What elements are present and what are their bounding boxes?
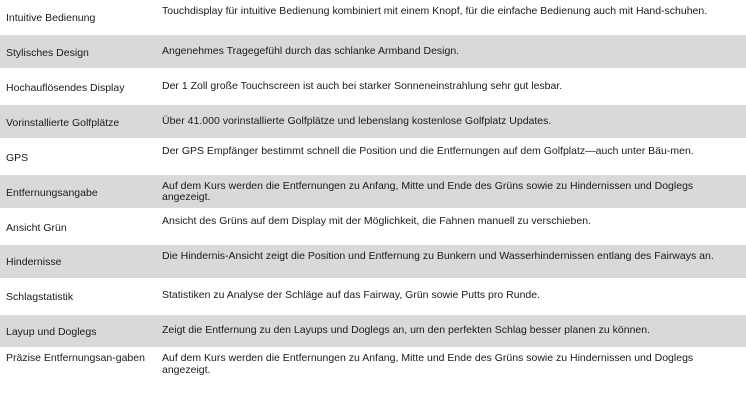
feature-row-ansicht-gruen xyxy=(0,209,746,244)
feature-name: Ansicht Grün xyxy=(0,209,157,244)
feature-name: Intuitive Bedienung xyxy=(0,0,157,34)
feature-row-schlagstatistik xyxy=(0,279,746,314)
feature-name: Layup und Doglegs xyxy=(0,314,157,349)
feature-description: Zeigt die Entfernung zu den Layups und Doglegs an, um den perfekten Schlag besser planen zu können. xyxy=(157,314,746,349)
feature-name: Entfernungsangabe xyxy=(0,174,157,209)
feature-name: Vorinstallierte Golfplätze xyxy=(0,104,157,139)
feature-description: Auf dem Kurs werden die Entfernungen zu Anfang, Mitte und Ende des Grüns sowie zu Hindernissen und Doglegs angezeigt. xyxy=(157,348,746,383)
feature-description: Auf dem Kurs werden die Entfernungen zu Anfang, Mitte und Ende des Grüns sowie zu Hindernissen und Doglegs angezeigt. xyxy=(157,174,746,209)
feature-description: Der 1 Zoll große Touchscreen ist auch bei starker Sonneneinstrahlung sehr gut lesbar. xyxy=(157,69,746,104)
feature-row-hindernisse xyxy=(0,244,746,279)
feature-row-entfernungsangabe xyxy=(0,174,746,209)
feature-row-gps xyxy=(0,139,746,174)
feature-description: Touchdisplay für intuitive Bedienung kombiniert mit einem Knopf, für die einfache Bedienung auch mit Hand-schuhen. xyxy=(157,0,746,34)
feature-row-stylisches-design xyxy=(0,34,746,69)
feature-name: Stylisches Design xyxy=(0,34,157,69)
feature-name: Schlagstatistik xyxy=(0,279,157,314)
feature-description: Über 41.000 vorinstallierte Golfplätze und lebenslang kostenlose Golfplatz Updates. xyxy=(157,104,746,139)
feature-row-praezise-entfernungsangaben xyxy=(0,348,746,383)
feature-description: Statistiken zu Analyse der Schläge auf das Fairway, Grün sowie Putts pro Runde. xyxy=(157,279,746,314)
feature-name: Hochauflösendes Display xyxy=(0,69,157,104)
feature-row-vorinstallierte-golfplaetze xyxy=(0,104,746,139)
feature-name: Hindernisse xyxy=(0,244,157,279)
feature-row-layup-und-doglegs xyxy=(0,314,746,349)
feature-name: Präzise Entfernungsan-gaben xyxy=(0,348,157,383)
feature-description: Die Hindernis-Ansicht zeigt die Position und Entfernung zu Bunkern und Wasserhindernissen entlang des Fairways an. xyxy=(157,244,746,279)
feature-row-hochaufloesendes-display xyxy=(0,69,746,104)
feature-row-intuitive-bedienung xyxy=(0,0,746,34)
feature-name: GPS xyxy=(0,139,157,174)
feature-description: Ansicht des Grüns auf dem Display mit der Möglichkeit, die Fahnen manuell zu verschieben. xyxy=(157,209,746,244)
feature-description: Angenehmes Tragegefühl durch das schlanke Armband Design. xyxy=(157,34,746,69)
feature-description: Der GPS Empfänger bestimmt schnell die Position und die Entfernungen auf dem Golfplatz—auch unter Bäu-men. xyxy=(157,139,746,174)
